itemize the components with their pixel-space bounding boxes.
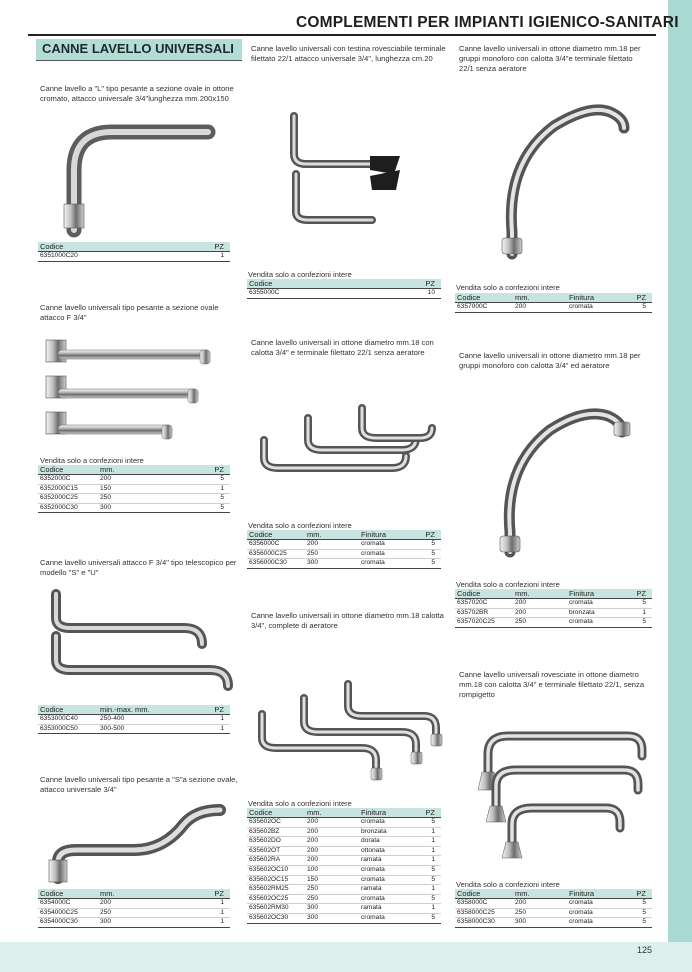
table-cell: 200 (305, 827, 359, 837)
column-header: Codice (455, 889, 513, 899)
table-cell: 1 (627, 608, 652, 618)
table-row (38, 724, 230, 734)
l-spout-image (56, 118, 226, 236)
table-cell: 6356000C (247, 540, 305, 550)
table-row (38, 494, 230, 504)
sale-note: Vendita solo a confezioni intere (456, 283, 560, 292)
table-cell: 635602BZ (247, 827, 305, 837)
product-description: Canne lavello a "L" tipo pesante a sezione ovale in ottone cromato, attacco universale 3/4"lunghezza mm.200x150 (40, 84, 234, 103)
table-cell: 100 (305, 865, 359, 875)
table-cell: 200 (513, 303, 567, 313)
table-row (455, 908, 652, 918)
table-cell: 6352000C15 (38, 484, 98, 494)
table-cell: 5 (627, 618, 652, 628)
table-cell: 200 (513, 599, 567, 609)
table-cell: 6354000C25 (38, 908, 98, 918)
column-header: Finitura (567, 889, 627, 899)
column-header: mm. (305, 808, 359, 818)
column-header: Finitura (567, 293, 627, 303)
arc-spout-image (480, 102, 636, 258)
table-cell: cromata (359, 559, 417, 569)
table-cell: 635602OC25 (247, 894, 305, 904)
table-row (247, 559, 441, 569)
reversed-spouts-image (466, 724, 652, 858)
table-row (247, 846, 441, 856)
table-cell: 635602RA (247, 856, 305, 866)
column-header: Codice (455, 589, 513, 599)
product-description: Canne lavello universali in ottone diametro mm.18 per gruppi monoforo con calotta 3/4"e terminale filettato 22/1 senza aeratore (459, 44, 641, 73)
column-header: Codice (38, 465, 98, 475)
product-table (38, 889, 230, 928)
sale-note: Vendita solo a confezioni intere (40, 456, 144, 465)
table-cell: 250 (98, 908, 208, 918)
table-cell: 6358000C25 (455, 908, 513, 918)
product-table (455, 589, 652, 628)
table-cell: 6352000C30 (38, 503, 98, 513)
column-header: PZ (417, 808, 441, 818)
table-cell: 635602OC30 (247, 913, 305, 923)
product-table (247, 279, 441, 299)
table-cell: 5 (627, 918, 652, 928)
column-header: PZ (417, 279, 441, 289)
column-header: mm. (513, 589, 567, 599)
table-row (247, 885, 441, 895)
table-cell: 200 (305, 837, 359, 847)
table-cell: 150 (98, 484, 208, 494)
table-cell: 5 (627, 899, 652, 909)
table-cell: 300 (305, 913, 359, 923)
table-cell: 1 (417, 827, 441, 837)
product-table (455, 293, 652, 313)
table-cell: 200 (305, 856, 359, 866)
sale-note: Vendita solo a confezioni intere (248, 521, 352, 530)
table-cell: 1 (417, 904, 441, 914)
table-row (38, 484, 230, 494)
table-cell: 5 (417, 549, 441, 559)
table-cell: 635602OT (247, 846, 305, 856)
product-description: Canne lavello universali in ottone diametro mm.18 calotta 3/4", complete di aeratore (251, 611, 444, 630)
table-cell: 6354000C30 (38, 918, 98, 928)
table-row (38, 908, 230, 918)
table-cell: 200 (305, 818, 359, 828)
section-title (36, 39, 242, 61)
sale-note: Vendita solo a confezioni intere (248, 270, 352, 279)
table-row (455, 618, 652, 628)
product-description: Canne lavello universali rovesciate in ottone diametro mm.18 con calotta 3/4" e terminale filettato 22/1, senza rompigetto (459, 670, 645, 699)
sale-note: Vendita solo a confezioni intere (456, 880, 560, 889)
column-header: mm. (513, 293, 567, 303)
table-cell: 1 (208, 484, 230, 494)
table-row (247, 856, 441, 866)
bottom-band (0, 942, 692, 972)
table-cell: 1 (417, 837, 441, 847)
table-cell: 6353000C40 (38, 715, 98, 725)
table-row (247, 549, 441, 559)
column-header: Finitura (359, 530, 417, 540)
table-cell: 635602OC (247, 818, 305, 828)
table-cell: 635602DO (247, 837, 305, 847)
table-row (247, 289, 441, 299)
arc-aerator-spout-image (480, 406, 636, 556)
table-cell: cromata (359, 894, 417, 904)
column-header: Codice (247, 530, 305, 540)
table-cell: ottonata (359, 846, 417, 856)
table-cell: 5 (417, 913, 441, 923)
table-cell: 1 (208, 724, 230, 734)
table-cell: 6357000C (455, 303, 513, 313)
table-cell: 635702BR (455, 608, 513, 618)
table-cell: 5 (627, 303, 652, 313)
table-cell: 635602RM25 (247, 885, 305, 895)
product-table (247, 530, 441, 569)
table-cell: 250 (305, 549, 359, 559)
column-header: Codice (455, 293, 513, 303)
product-table (38, 465, 230, 513)
swivel-head-spouts-image (282, 108, 412, 232)
table-row (38, 475, 230, 485)
tube-spouts-image (252, 400, 442, 478)
table-cell: 1 (208, 715, 230, 725)
column-header: Finitura (567, 589, 627, 599)
column-header: mm. (513, 889, 567, 899)
col-header-code: Codice (38, 242, 208, 252)
table-cell: cromata (567, 899, 627, 909)
table-cell: 5 (417, 875, 441, 885)
table-row (455, 608, 652, 618)
table-row (38, 252, 230, 262)
table-cell: cromata (567, 599, 627, 609)
column-header: mm. (305, 530, 359, 540)
table-cell: 6352000C25 (38, 494, 98, 504)
table-cell: bronzata (567, 608, 627, 618)
table-cell: ramata (359, 885, 417, 895)
column-header: Codice (247, 808, 305, 818)
table-cell: cromata (359, 913, 417, 923)
table-row (38, 918, 230, 928)
column-header: PZ (627, 889, 652, 899)
table-row (455, 918, 652, 928)
table-cell: 250 (305, 894, 359, 904)
table-cell: cromata (359, 818, 417, 828)
column-header: mm. (98, 465, 208, 475)
table-row (38, 715, 230, 725)
column-header: PZ (627, 293, 652, 303)
column-header: Finitura (359, 808, 417, 818)
column-header: Codice (38, 889, 98, 899)
table-row (38, 503, 230, 513)
column-header: Codice (247, 279, 417, 289)
table-cell: 635602OC15 (247, 875, 305, 885)
table-cell: 5 (208, 503, 230, 513)
table-cell: 1 (208, 899, 230, 909)
table-row (247, 837, 441, 847)
page-number: 125 (636, 945, 652, 955)
table-cell: cromata (359, 549, 417, 559)
table-cell: 5 (627, 908, 652, 918)
table-row (247, 875, 441, 885)
table-cell: 200 (513, 608, 567, 618)
column-header: PZ (208, 705, 230, 715)
table-cell: ramata (359, 904, 417, 914)
table-row (455, 899, 652, 909)
column-header: mm. (98, 889, 208, 899)
table-cell: cromata (567, 303, 627, 313)
table-cell: ramata (359, 856, 417, 866)
title-rule (28, 34, 656, 36)
aerator-spouts-image (252, 680, 442, 784)
product-description: Canne lavello universali tipo pesante a sezione ovale attacco F 3/4" (40, 303, 219, 322)
table-cell: 6351000C20 (38, 252, 208, 262)
table-row (247, 894, 441, 904)
table-row (247, 904, 441, 914)
table-cell: 5 (208, 475, 230, 485)
table-cell: 1 (208, 918, 230, 928)
table-cell: 5 (417, 559, 441, 569)
table-cell: 1 (208, 252, 230, 262)
table-cell: 635602OC10 (247, 865, 305, 875)
product-table (38, 705, 230, 734)
table-cell: 6356000C25 (247, 549, 305, 559)
column-header: min.-max. mm. (98, 705, 208, 715)
table-cell: 250 (305, 885, 359, 895)
table-cell: 6355000C (247, 289, 417, 299)
column-header: PZ (627, 589, 652, 599)
table-row (247, 913, 441, 923)
product-description: Canne lavello universali tipo pesante a "S"a sezione ovale, attacco universale 3/4" (40, 775, 238, 794)
product-table (455, 889, 652, 928)
table-cell: 250 (513, 908, 567, 918)
table-cell: cromata (359, 540, 417, 550)
column-header: PZ (208, 889, 230, 899)
product-description: Canne lavello universali in ottone diametro mm.18 per gruppi monoforo con calotta 3/4" ed aeratore (459, 351, 641, 370)
table-cell: 5 (417, 865, 441, 875)
section-title-text: CANNE LAVELLO UNIVERSALI (42, 41, 234, 56)
table-cell: 6357020C (455, 599, 513, 609)
product-description: Canne lavello universali con testina rovesciabile terminale filettato 22/1 attacco universale 3/4", lunghezza cm.20 (251, 44, 446, 63)
table-cell: 150 (305, 875, 359, 885)
table-cell: 200 (305, 846, 359, 856)
table-row (455, 599, 652, 609)
table-cell: 250 (513, 618, 567, 628)
table-cell: 1 (417, 885, 441, 895)
table-cell: 6358000C30 (455, 918, 513, 928)
table-row (455, 303, 652, 313)
table-cell: 300 (305, 559, 359, 569)
table-cell: 200 (513, 899, 567, 909)
telescopic-spouts-image (44, 588, 234, 698)
table-cell: 1 (208, 908, 230, 918)
table-cell: 5 (417, 818, 441, 828)
table-row (247, 865, 441, 875)
sale-note: Vendita solo a confezioni intere (248, 799, 352, 808)
table-cell: 200 (98, 475, 208, 485)
column-header: Codice (38, 705, 98, 715)
table-cell: 6357020C25 (455, 618, 513, 628)
table-cell: 300-500 (98, 724, 208, 734)
table-cell: 250-400 (98, 715, 208, 725)
table-row (247, 818, 441, 828)
table-cell: cromata (359, 865, 417, 875)
table-cell: dorata (359, 837, 417, 847)
table-cell: cromata (567, 908, 627, 918)
table-cell: 300 (305, 904, 359, 914)
s-spout-image (44, 800, 234, 884)
table-cell: cromata (567, 618, 627, 628)
table-cell: 300 (513, 918, 567, 928)
table-cell: bronzata (359, 827, 417, 837)
table-cell: 635602RM30 (247, 904, 305, 914)
table-cell: cromata (567, 918, 627, 928)
table-cell: 6354000C (38, 899, 98, 909)
table-cell: 6352000C (38, 475, 98, 485)
column-header: PZ (417, 530, 441, 540)
column-header: PZ (208, 465, 230, 475)
table-cell: 300 (98, 918, 208, 928)
table-cell: 6358000C (455, 899, 513, 909)
table-cell: 5 (417, 894, 441, 904)
table-cell: 1 (417, 846, 441, 856)
product-table (247, 808, 441, 924)
product-description: Canne lavello universali attacco F 3/4" tipo telescopico per modello "S" e "U" (40, 558, 237, 577)
table-cell: 300 (98, 503, 208, 513)
table-cell: 6353000C50 (38, 724, 98, 734)
table-cell: 5 (417, 540, 441, 550)
side-color-strip (668, 0, 692, 972)
table-cell: 200 (305, 540, 359, 550)
table-row (247, 540, 441, 550)
table-cell: 5 (627, 599, 652, 609)
product-description: Canne lavello universali in ottone diametro mm.18 con calotta 3/4" e terminale filettato 22/1 senza aeratore (251, 338, 434, 357)
table-row (38, 899, 230, 909)
product-table (38, 242, 230, 262)
sale-note: Vendita solo a confezioni intere (456, 580, 560, 589)
table-cell: 5 (208, 494, 230, 504)
table-cell: cromata (359, 875, 417, 885)
table-row (247, 827, 441, 837)
table-cell: 1 (417, 856, 441, 866)
table-cell: 10 (417, 289, 441, 299)
col-header-pz: PZ (208, 242, 230, 252)
table-cell: 6356000C30 (247, 559, 305, 569)
table-cell: 250 (98, 494, 208, 504)
page-title: COMPLEMENTI PER IMPIANTI IGIENICO-SANITARI (296, 14, 679, 31)
table-cell: 200 (98, 899, 208, 909)
straight-spouts-image (40, 332, 220, 446)
